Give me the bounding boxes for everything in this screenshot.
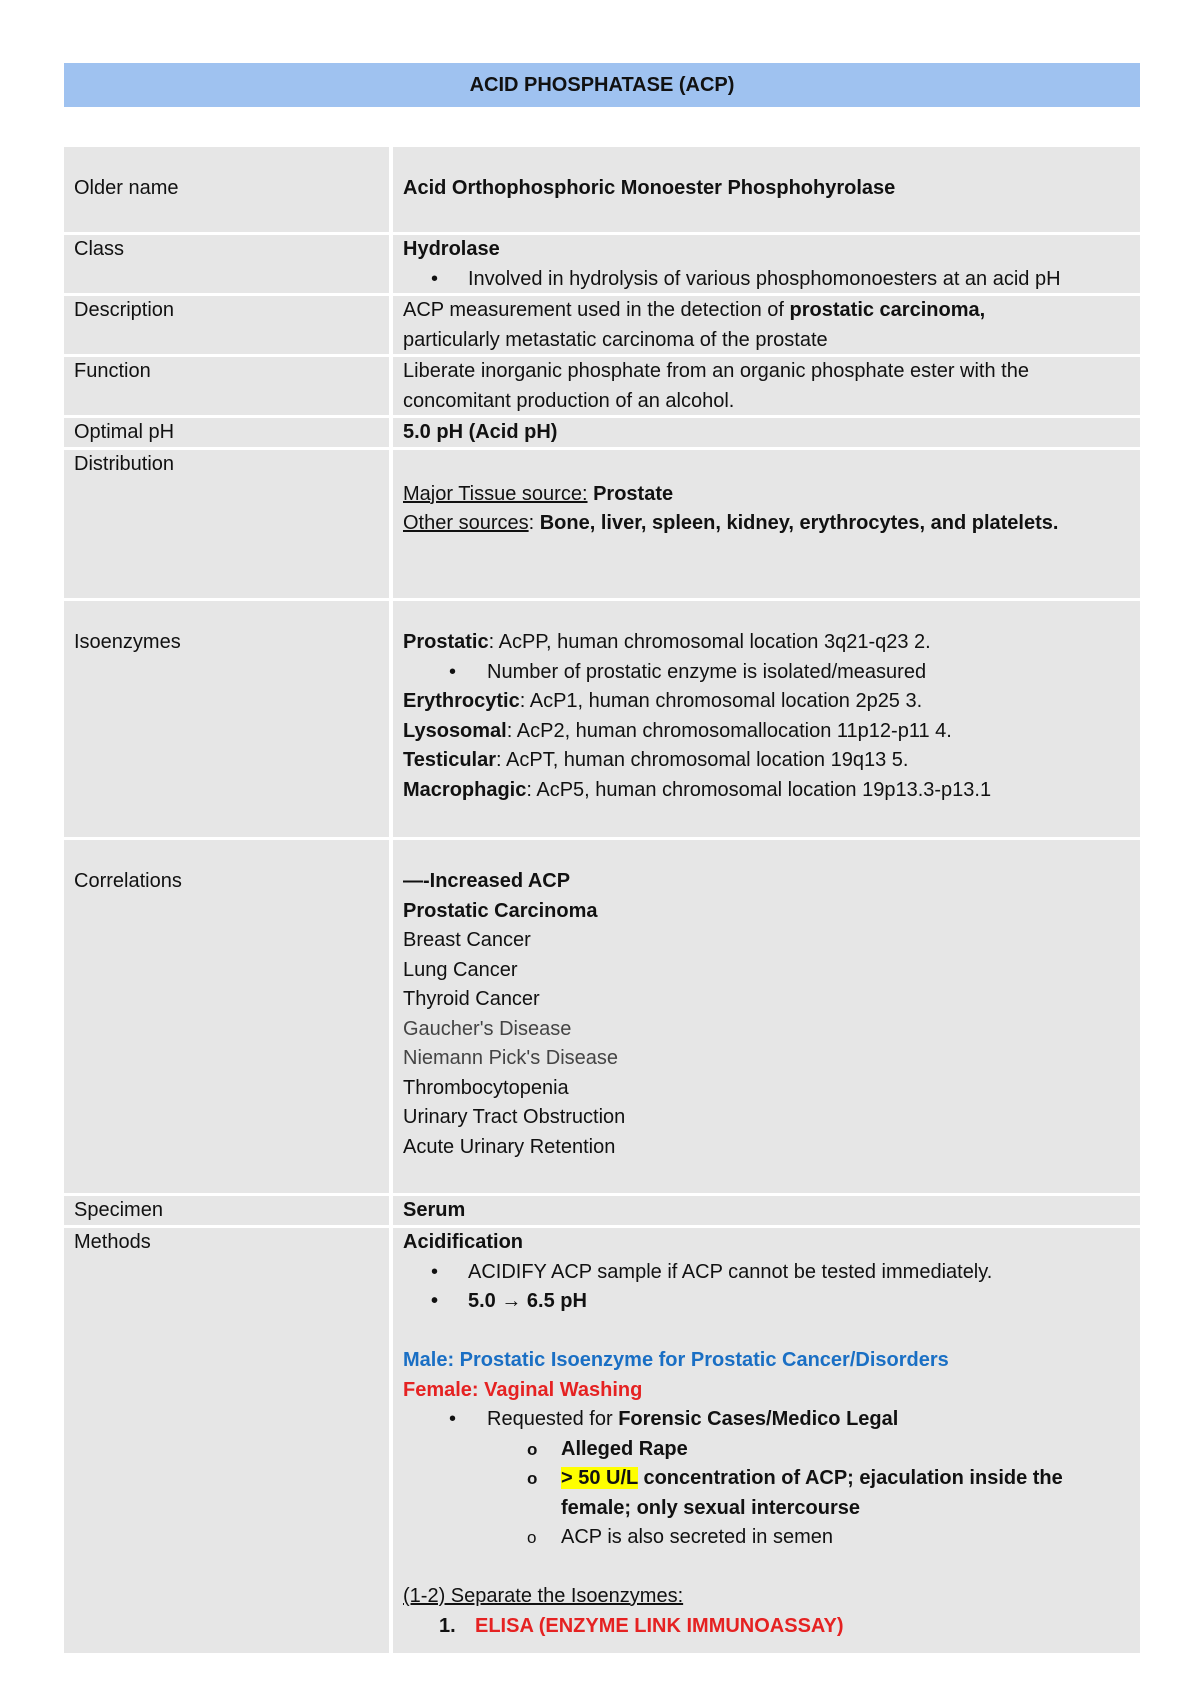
table-row-description — [64, 296, 1140, 354]
table-row-methods — [64, 1228, 1140, 1653]
list-item: Breast Cancer — [403, 929, 531, 951]
threshold-text: concentration of ACP; ejaculation inside the female; only sexual intercourse — [561, 1467, 1063, 1519]
list-item — [403, 776, 1130, 806]
enzyme-table — [64, 147, 1140, 1653]
table-row-optimal-ph — [64, 418, 1140, 447]
row-label: Function — [74, 360, 151, 382]
methods-heading: Acidification — [403, 1231, 524, 1253]
methods-bullet: • ACIDIFY ACP sample if ACP cannot be tested immediately. — [403, 1258, 1130, 1288]
list-item — [403, 717, 1130, 747]
row-label: Distribution — [74, 453, 175, 475]
function-value: Liberate inorganic phosphate from an organic phosphate ester with the concomitant production of an alcohol. — [403, 360, 1029, 412]
row-label: Correlations — [74, 870, 182, 892]
table-row-isoenzymes — [64, 601, 1140, 837]
sub-bullet: o Alleged Rape — [403, 1435, 1130, 1465]
list-item: Thrombocytopenia — [403, 1076, 569, 1099]
isoenzyme-text: : AcP5, human chromosomal location 19p13.3-p13.1 — [526, 778, 992, 801]
table-row-function — [64, 357, 1140, 415]
step-text: ELISA (ENZYME LINK IMMUNOASSAY) — [475, 1614, 844, 1637]
row-label: Older name — [74, 177, 179, 199]
female-note: Female: Vaginal Washing — [403, 1378, 643, 1401]
class-bullet: • Involved in hydrolysis of various phosphomonoesters at an acid pH — [403, 265, 1130, 294]
table-row-older-name — [64, 147, 1140, 232]
correlations-header: —-Increased ACP — [403, 870, 571, 892]
threshold-highlight: > 50 U/L — [561, 1467, 638, 1489]
isoenzyme-name: Prostatic — [403, 631, 489, 653]
isoenzyme-text: : AcPP, human chromosomal location 3q21-q23 2. — [488, 631, 931, 653]
page-title: ACID PHOSPHATASE (ACP) — [64, 63, 1140, 107]
isoenzyme-name: Erythrocytic — [403, 690, 520, 712]
table-row-specimen — [64, 1196, 1140, 1225]
isoenzyme-text: : AcPT, human chromosomal location 19q13 5. — [496, 749, 909, 771]
row-label: Optimal pH — [74, 421, 175, 443]
list-item: Gaucher's Disease — [403, 1017, 572, 1040]
isoenzyme-bullet: • Number of prostatic enzyme is isolated/measured — [403, 658, 1130, 688]
table-row-distribution — [64, 450, 1140, 598]
sub-bullet — [403, 1464, 1130, 1523]
description-text-cont: particularly metastatic carcinoma of the prostate — [403, 328, 828, 351]
class-value: Hydrolase — [403, 238, 500, 260]
numbered-item — [403, 1612, 1130, 1642]
major-source-label: Major Tissue source: — [403, 482, 588, 505]
isoenzyme-text: : AcP2, human chromosomallocation 11p12-p11 4. — [506, 719, 952, 742]
isoenzyme-name: Testicular — [403, 749, 496, 771]
isoenzyme-name: Macrophagic — [403, 778, 527, 801]
table-row-correlations — [64, 840, 1140, 1193]
colon: : — [528, 512, 535, 534]
correlations-primary: Prostatic Carcinoma — [403, 899, 598, 922]
other-sources-label: Other sources — [403, 512, 529, 534]
list-item: Lung Cancer — [403, 958, 518, 981]
list-item: Thyroid Cancer — [403, 988, 540, 1010]
specimen-value: Serum — [403, 1199, 466, 1221]
list-item: Acute Urinary Retention — [403, 1135, 616, 1158]
description-text: ACP measurement used in the detection of — [403, 299, 790, 321]
methods-bullet: • 5.0 → 6.5 pH — [403, 1287, 1130, 1317]
table-row-class — [64, 235, 1140, 293]
requested-bold: Forensic Cases/Medico Legal — [618, 1408, 899, 1430]
optimal-ph-value: 5.0 pH (Acid pH) — [403, 421, 558, 443]
step-number: 1. — [439, 1614, 456, 1637]
male-note: Male: Prostatic Isoenzyme for Prostatic Cancer/Disorders — [403, 1349, 949, 1371]
requested-text: Requested for — [487, 1408, 619, 1430]
requested-bullet — [403, 1405, 1130, 1435]
row-label: Specimen — [74, 1199, 163, 1221]
list-item — [403, 687, 1130, 717]
separate-heading: (1-2) Separate the Isoenzymes: — [403, 1585, 684, 1607]
description-highlight: prostatic carcinoma, — [789, 299, 986, 321]
row-label: Description — [74, 299, 175, 321]
major-source-value: Prostate — [593, 482, 674, 505]
isoenzyme-name: Lysosomal — [403, 719, 507, 742]
list-item: Urinary Tract Obstruction — [403, 1106, 626, 1128]
older-name-value: Acid Orthophosphoric Monoester Phosphohyrolase — [403, 177, 896, 199]
list-item: Niemann Pick's Disease — [403, 1047, 619, 1069]
sub-bullet: o ACP is also secreted in semen — [403, 1523, 1130, 1553]
list-item — [403, 746, 1130, 776]
other-sources-value: Bone, liver, spleen, kidney, erythrocytes, and platelets. — [539, 512, 1059, 534]
row-label: Methods — [74, 1231, 151, 1253]
row-label: Class — [74, 238, 125, 260]
isoenzyme-text: : AcP1, human chromosomal location 2p25 3. — [519, 690, 923, 712]
row-label: Isoenzymes — [74, 631, 181, 653]
